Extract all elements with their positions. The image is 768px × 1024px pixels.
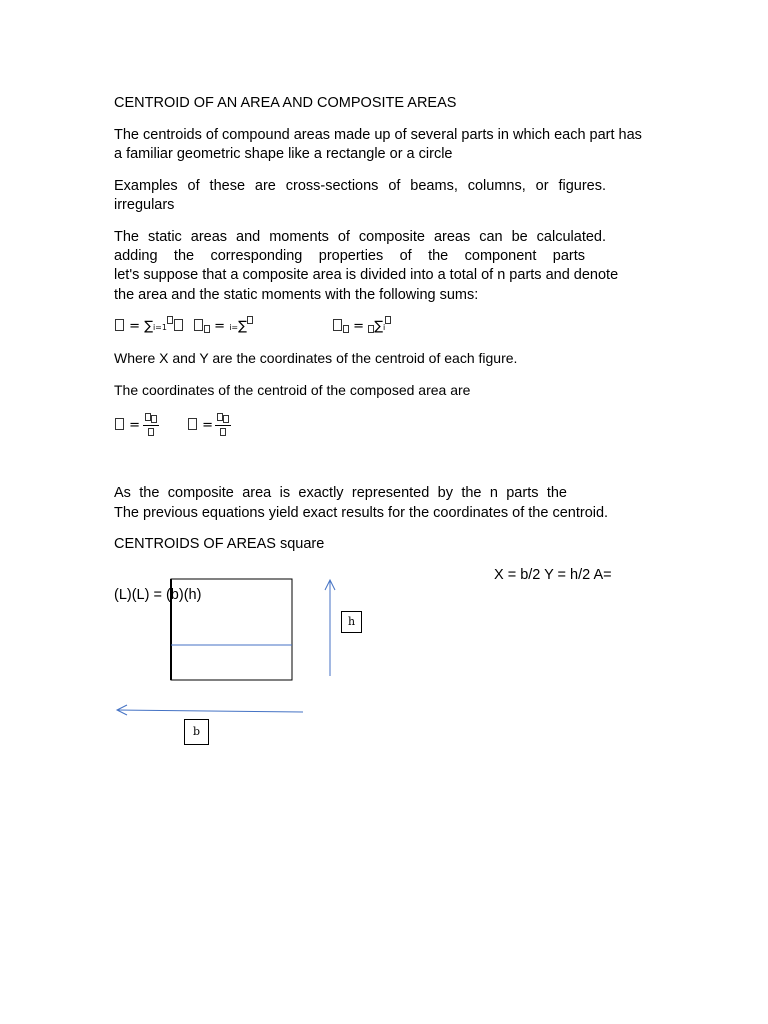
sum-index: i <box>382 323 386 332</box>
paragraph-2-line-1: Examples of these are cross-sections of beams, columns, or figures. <box>114 178 606 194</box>
label-h: h <box>341 611 362 633</box>
section-heading-square: CENTROIDS OF AREAS square <box>114 536 325 552</box>
equals-sign: = <box>214 319 226 334</box>
paragraph-3-line-4: the area and the static moments with the following sums: <box>114 287 479 303</box>
equals-sign: = <box>129 418 141 433</box>
equals-sign: = <box>129 319 141 334</box>
sum-index: i= <box>229 323 239 332</box>
paragraph-5: The coordinates of the centroid of the composed area are <box>114 382 471 398</box>
base-arrow <box>117 710 303 712</box>
paragraph-1-line-2: a familiar geometric shape like a rectangle or a circle <box>114 146 453 162</box>
square-shape <box>171 579 292 680</box>
equals-sign: = <box>353 319 365 334</box>
sum-index: i=1 <box>152 323 167 332</box>
paragraph-6-line-1: As the composite area is exactly represented by the n parts the <box>114 485 567 501</box>
paragraph-3-line-1: The static areas and moments of composite areas can be calculated. <box>114 229 606 245</box>
paragraph-3-line-3: let's suppose that a composite area is divided into a total of n parts and denote <box>114 267 619 283</box>
page-title: CENTROID OF AN AREA AND COMPOSITE AREAS <box>114 95 457 111</box>
paragraph-1-line-1: The centroids of compound areas made up of several parts in which each part has <box>114 127 642 143</box>
sum-symbol: ∑ <box>374 319 383 334</box>
paragraph-6-line-2: The previous equations yield exact results for the coordinates of the centroid. <box>114 505 609 521</box>
sum-symbol: ∑ <box>144 319 153 334</box>
label-b: b <box>184 719 209 745</box>
centroid-formula-text: X = b/2 Y = h/2 A= <box>494 567 612 583</box>
paragraph-3-line-2: adding the corresponding properties of the component parts <box>114 248 585 264</box>
paragraph-2-line-2: irregulars <box>114 197 175 213</box>
equals-sign: = <box>202 418 214 433</box>
area-formula-text: (L)(L) = (b)(h) <box>114 587 202 603</box>
paragraph-4: Where X and Y are the coordinates of the centroid of each figure. <box>114 350 518 366</box>
sum-symbol: ∑ <box>238 319 247 334</box>
